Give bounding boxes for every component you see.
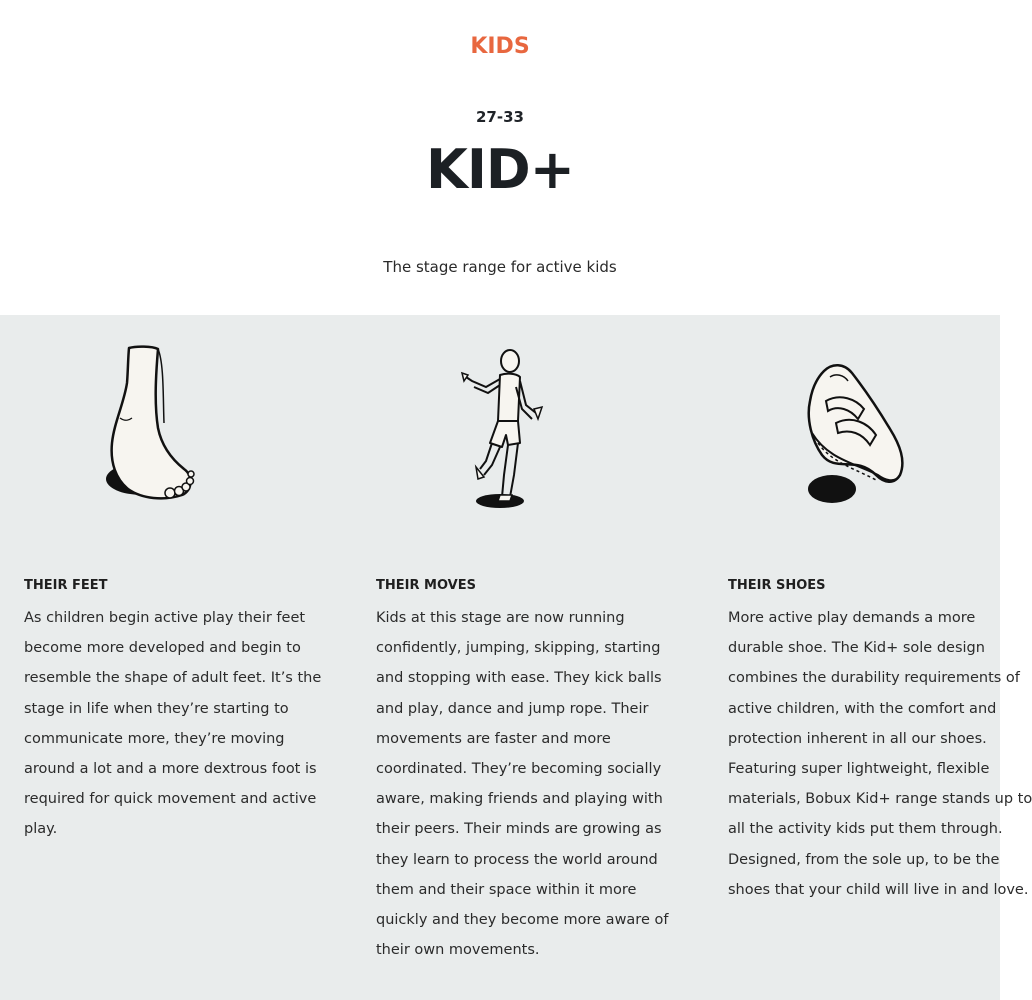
text-line: coordinated. They’re becoming socially bbox=[376, 761, 662, 778]
text-line: Featuring super lightweight, flexible bbox=[728, 761, 990, 778]
text-line: materials, Bobux Kid+ range stands up to bbox=[728, 791, 1032, 808]
text-line: protection inherent in all our shoes. bbox=[728, 730, 987, 747]
text-line: As children begin active play their feet bbox=[24, 610, 306, 626]
stage-details-section bbox=[0, 315, 1032, 1000]
moves-description bbox=[376, 603, 669, 965]
page-title: KID+ bbox=[425, 138, 574, 201]
shoe-illustration-icon bbox=[728, 343, 988, 543]
size-range: 27-33 bbox=[476, 108, 524, 126]
text-line: Designed, from the sole up, to be the bbox=[728, 851, 1000, 868]
stage-header bbox=[0, 0, 1000, 315]
text-line: and stopping with ease. They kick balls bbox=[376, 670, 662, 687]
text-line: quickly and they become more aware of bbox=[376, 912, 669, 929]
text-line: stage in life when they’re starting to bbox=[24, 700, 289, 717]
text-line: More active play demands a more bbox=[728, 610, 976, 626]
text-line: resemble the shape of adult feet. It’s the bbox=[24, 670, 322, 687]
text-line: their own movements. bbox=[376, 942, 540, 959]
text-line: active children, with the comfort and bbox=[728, 700, 997, 717]
text-line: become more developed and begin to bbox=[24, 640, 301, 657]
text-line: durable shoe. The Kid+ sole design bbox=[728, 640, 985, 657]
text-line: shoes that your child will live in and love. bbox=[728, 881, 1029, 898]
text-line: movements are faster and more bbox=[376, 730, 611, 747]
text-line: them and their space within it more bbox=[376, 881, 637, 898]
text-line: communicate more, they’re moving bbox=[24, 730, 285, 747]
feet-heading: THEIR FEET bbox=[24, 578, 108, 593]
text-line: confidently, jumping, skipping, starting bbox=[376, 640, 661, 657]
category-label: KIDS bbox=[470, 34, 530, 59]
shoes-heading: THEIR SHOES bbox=[728, 578, 826, 593]
page-subtitle: The stage range for active kids bbox=[383, 258, 617, 276]
text-line: around a lot and a more dextrous foot is bbox=[24, 761, 317, 778]
running-child-illustration-icon bbox=[376, 343, 636, 543]
text-line: combines the durability requirements of bbox=[728, 670, 1020, 687]
shoes-description bbox=[728, 603, 1032, 905]
text-line: they learn to process the world around bbox=[376, 851, 658, 868]
text-line: required for quick movement and active bbox=[24, 791, 317, 808]
text-line: their peers. Their minds are growing as bbox=[376, 821, 662, 838]
text-line: all the activity kids put them through. bbox=[728, 821, 1003, 838]
text-line: and play, dance and jump rope. Their bbox=[376, 700, 649, 717]
feet-description bbox=[24, 603, 322, 845]
foot-illustration-icon bbox=[24, 343, 284, 543]
moves-heading: THEIR MOVES bbox=[376, 578, 476, 593]
text-line: play. bbox=[24, 821, 58, 838]
text-line: aware, making friends and playing with bbox=[376, 791, 663, 808]
text-line: Kids at this stage are now running bbox=[376, 610, 625, 626]
